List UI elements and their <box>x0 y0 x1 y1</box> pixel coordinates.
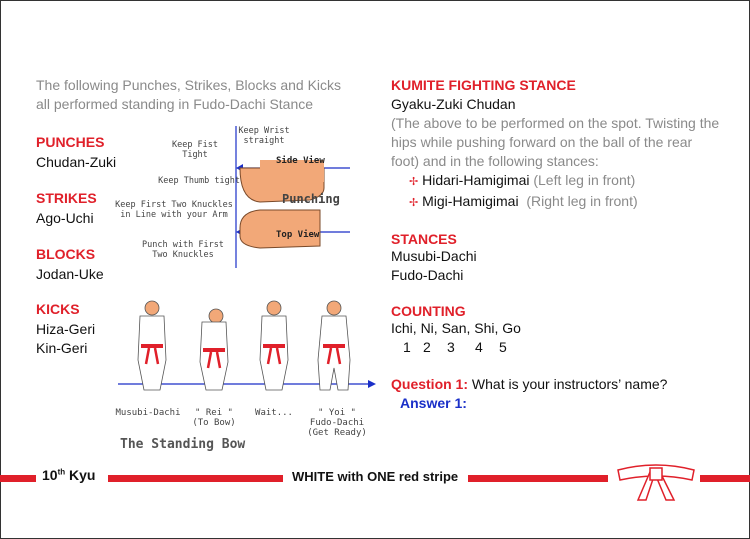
bow-step-4: " Yoi " Fudo-Dachi (Get Ready) <box>307 408 367 438</box>
counting-numbers: 1 2 3 4 5 <box>403 339 507 355</box>
belt-icon <box>616 462 696 502</box>
intro-line-1: The following Punches, Strikes, Blocks and Kicks <box>36 77 342 93</box>
top-view-label: Top View <box>276 230 320 240</box>
right-column <box>391 77 721 413</box>
kumite-note: (The above to be performed on the spot. Twisting the hips while pushing forward on the ball of the rear foot) and in the following stances: <box>391 115 720 169</box>
karate-figure-icon: ✢ <box>409 176 419 188</box>
punches-item: Chudan-Zuki <box>36 154 117 170</box>
footer-bar <box>0 462 750 492</box>
counting-words: Ichi, Ni, San, Shi, Go <box>391 320 521 336</box>
kicks-item-1: Hiza-Geri <box>36 321 96 337</box>
bow-step-3: Wait... <box>255 408 293 418</box>
footer-stripe-far-right <box>700 475 750 482</box>
kumite-technique: Gyaku-Zuki Chudan <box>391 96 516 112</box>
counting-heading: COUNTING <box>391 303 466 319</box>
footer-stripe-mid <box>108 475 283 482</box>
question-section <box>391 375 721 413</box>
blocks-item: Jodan-Uke <box>36 266 104 282</box>
kumite-heading: KUMITE FIGHTING STANCE <box>391 77 576 93</box>
bow-title: The Standing Bow <box>120 437 246 452</box>
strikes-heading: STRIKES <box>36 190 97 206</box>
intro-line-2: all performed standing in Fudo-Dachi Stance <box>36 96 314 112</box>
keep-thumb-tight-label: Keep Thumb tight <box>158 176 240 186</box>
standing-bow <box>108 298 378 452</box>
question-1: Question 1: What is your instructors’ name? <box>391 376 668 392</box>
kumite-stance-1: ✢ Hidari-Hamigimai (Left leg in front) <box>409 172 636 188</box>
bow-step-1: Musubi-Dachi <box>115 408 181 418</box>
intro-text <box>36 76 366 114</box>
counting-section <box>391 303 721 357</box>
belt-description: WHITE with ONE red stripe <box>292 469 459 484</box>
answer-1-label: Answer 1: <box>400 395 467 411</box>
blocks-heading: BLOCKS <box>36 246 96 262</box>
karate-figure-icon: ✢ <box>409 197 419 209</box>
strikes-item: Ago-Uchi <box>36 210 94 226</box>
stances-item-1: Musubi-Dachi <box>391 248 477 264</box>
keep-fist-tight-label: Keep Fist Tight <box>171 140 219 160</box>
punch-diagram <box>110 122 350 272</box>
side-view-label: Side View <box>276 156 325 166</box>
footer-stripe-right <box>468 475 608 482</box>
footer-stripe-left <box>0 475 36 482</box>
keep-knuckles-label: Keep First Two Knuckles in Line with your Arm <box>115 200 233 220</box>
kumite-stance-2: ✢ Migi-Hamigimai (Right leg in front) <box>409 193 638 209</box>
stances-item-2: Fudo-Dachi <box>391 267 464 283</box>
stances-section <box>391 231 721 285</box>
keep-wrist-straight-label: Keep Wrist straight <box>238 126 290 146</box>
kicks-item-2: Kin-Geri <box>36 340 88 356</box>
bow-step-2: " Rei " (To Bow) <box>192 408 236 428</box>
punches-heading: PUNCHES <box>36 134 105 150</box>
stances-heading: STANCES <box>391 231 457 247</box>
bow-figures <box>108 298 378 398</box>
kyu-grade: 10th Kyu <box>42 467 96 483</box>
kicks-heading: KICKS <box>36 301 80 317</box>
punching-label: Punching <box>282 192 340 206</box>
punch-with-label: Punch with First Two Knuckles <box>142 240 224 260</box>
